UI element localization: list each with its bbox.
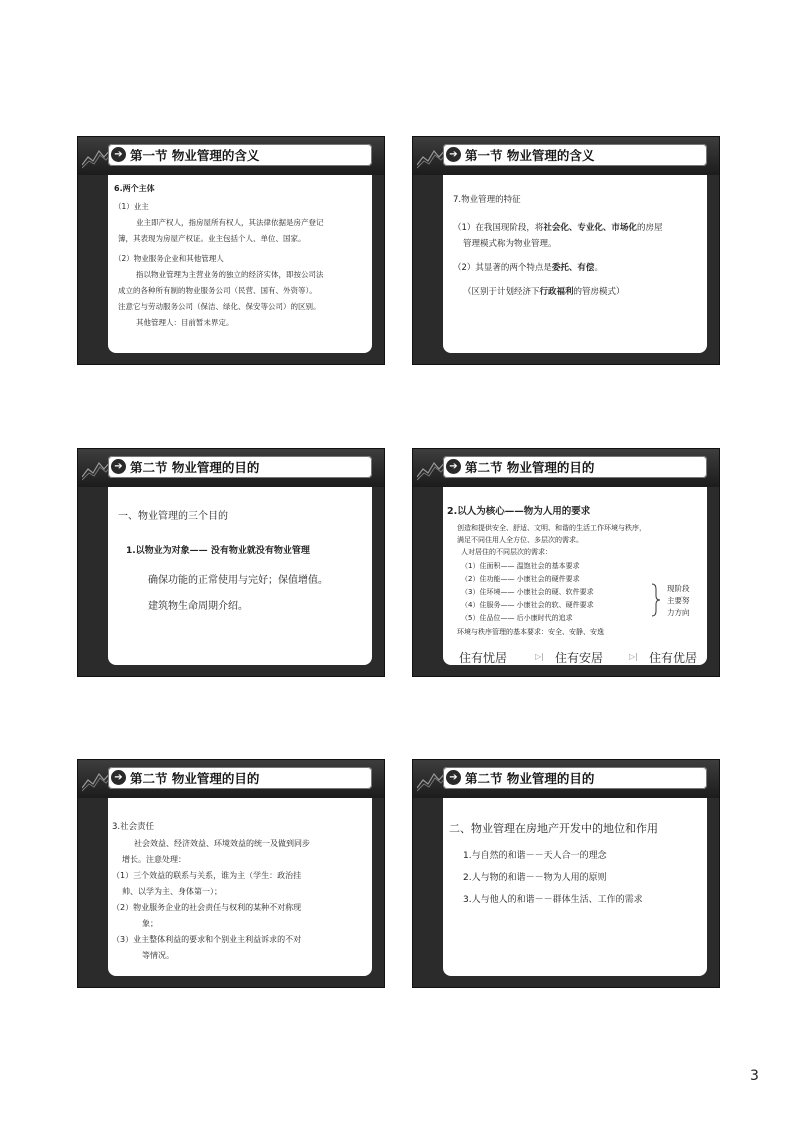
item: 2.人与物的和谐－－物为人用的原则: [463, 873, 607, 883]
heading: 二、物业管理在房地产开发中的地位和作用: [449, 822, 658, 835]
text-line: 指以物业管理为主营业务的独立的经济实体，即按公司法: [136, 270, 324, 279]
brace-icon: [651, 583, 661, 617]
heading: 6.两个主体: [114, 184, 155, 193]
goal-label: 住有忧居: [459, 651, 508, 665]
slide-content: [108, 487, 372, 665]
item: （2）物业服务企业和其他管理人: [114, 254, 224, 263]
heading: 2.以人为核心——物为人用的要求: [447, 506, 591, 517]
item: 1.以物业为对象—— 没有物业就没有物业管理: [126, 546, 310, 556]
slide-title: 第二节 物业管理的目的: [130, 771, 260, 786]
slide-3: [77, 448, 385, 677]
slide-5: [77, 759, 385, 988]
slide-title: 第二节 物业管理的目的: [130, 460, 260, 475]
heading: 一、物业管理的三个目的: [118, 511, 228, 522]
text-line: 创造和提供安全、舒适、文明、和谐的生活工作环境与秩序，: [457, 524, 646, 532]
slide-6: [412, 759, 720, 988]
item: 1.与自然的和谐－－天人合一的理念: [463, 851, 607, 861]
text-line: 社会效益、经济效益、环境效益的统一及做到同步: [134, 839, 310, 848]
text-line: 业主即产权人，指房屋所有权人，其法律依据是房产登记: [136, 218, 324, 227]
goal-label: 住有安居: [555, 651, 604, 665]
slide-2: [412, 136, 720, 365]
arrow-bullet-icon: ➔: [446, 459, 461, 474]
text-line: 确保功能的正常使用与完好；保值增值。: [148, 575, 328, 586]
text-line: 帅、以学为主、身体第一）；: [122, 887, 222, 896]
text-line: 象；: [142, 919, 158, 928]
text-line: 注意它与劳动服务公司（保洁、绿化、保安等公司）的区别。: [118, 302, 321, 311]
slide-title-bar: [443, 144, 707, 166]
arrow-bullet-icon: ➔: [446, 147, 461, 162]
text-line: （2）物业服务企业的社会责任与权利的某种不对称现: [112, 903, 302, 912]
slide-title: 第二节 物业管理的目的: [465, 460, 595, 475]
slide-title: 第二节 物业管理的目的: [465, 771, 595, 786]
text-line: 人对居住的不同层次的需求：: [461, 548, 552, 556]
text-line: 簿，其表现为房屋产权证。业主包括个人、单位、国家。: [118, 234, 306, 243]
side-note: 主要努: [667, 596, 690, 605]
text-line: 管理模式称为物业管理。: [463, 239, 557, 249]
need-item: （4）住服务—— 小康社会的软、硬件要求: [461, 601, 594, 609]
text-line: （3）业主整体利益的要求和个别业主利益诉求的不对: [112, 935, 302, 944]
text-line: 等情况。: [142, 951, 174, 960]
slide-title-bar: [443, 456, 707, 478]
side-note: 力方向: [667, 608, 690, 617]
slide-title-bar: [108, 767, 372, 789]
side-note: 现阶段: [667, 584, 690, 593]
arrow-bullet-icon: ➔: [111, 147, 126, 162]
arrow-icon: ▷|: [629, 652, 638, 661]
need-item: （3）住环境—— 小康社会的硬、软件要求: [461, 588, 594, 596]
item: （1）业主: [114, 202, 149, 211]
slide-content: [108, 798, 372, 976]
arrow-bullet-icon: ➔: [111, 459, 126, 474]
item: 3.人与他人的和谐－－群体生活、工作的需求: [463, 895, 643, 905]
text-line: 增长。注意处理：: [122, 855, 186, 864]
slide-content: [443, 175, 707, 353]
slide-content: [443, 487, 707, 665]
need-item: （2）住功能—— 小康社会的硬件要求: [461, 575, 580, 583]
arrow-bullet-icon: ➔: [111, 770, 126, 785]
text-line: 满足不同住用人全方位、多层次的需求。: [457, 536, 583, 544]
slide-content: [443, 798, 707, 976]
slide-4: [412, 448, 720, 677]
text-line: （1）三个效益的联系与关系，谁为主（学生：政治挂: [112, 871, 302, 880]
slide-1: [77, 136, 385, 365]
text-line: 建筑物生命周期介绍。: [148, 601, 248, 612]
heading: 3.社会责任: [112, 822, 155, 832]
text-line: 环境与秩序管理的基本要求：安全、安静、安逸: [457, 628, 604, 636]
text-line: （区别于计划经济下行政福利的管房模式）: [463, 287, 625, 297]
arrow-icon: ▷|: [535, 652, 544, 661]
text-line: （1）在我国现阶段，将社会化、专业化、市场化的房屋: [453, 223, 663, 233]
slide-title-bar: [108, 144, 372, 166]
slide-title-bar: [443, 767, 707, 789]
text-line: （2）其显著的两个特点是委托、有偿。: [453, 263, 603, 273]
need-item: （1）住面积—— 温饱社会的基本要求: [461, 562, 580, 570]
text-line: 其他管理人：目前暂未界定。: [136, 318, 234, 327]
arrow-bullet-icon: ➔: [446, 770, 461, 785]
heading: 7.物业管理的特征: [453, 195, 521, 205]
page-number: 3: [750, 1068, 759, 1084]
need-item: （5）住品位—— 后小康时代的追求: [461, 614, 573, 622]
slide-title: 第一节 物业管理的含义: [130, 148, 260, 163]
slide-content: [108, 175, 372, 353]
goal-label: 住有优居: [649, 651, 698, 665]
slide-title: 第一节 物业管理的含义: [465, 148, 595, 163]
text-line: 成立的各种所有制的物业服务公司（民营、国有、外资等）。: [118, 286, 317, 295]
slide-title-bar: [108, 456, 372, 478]
